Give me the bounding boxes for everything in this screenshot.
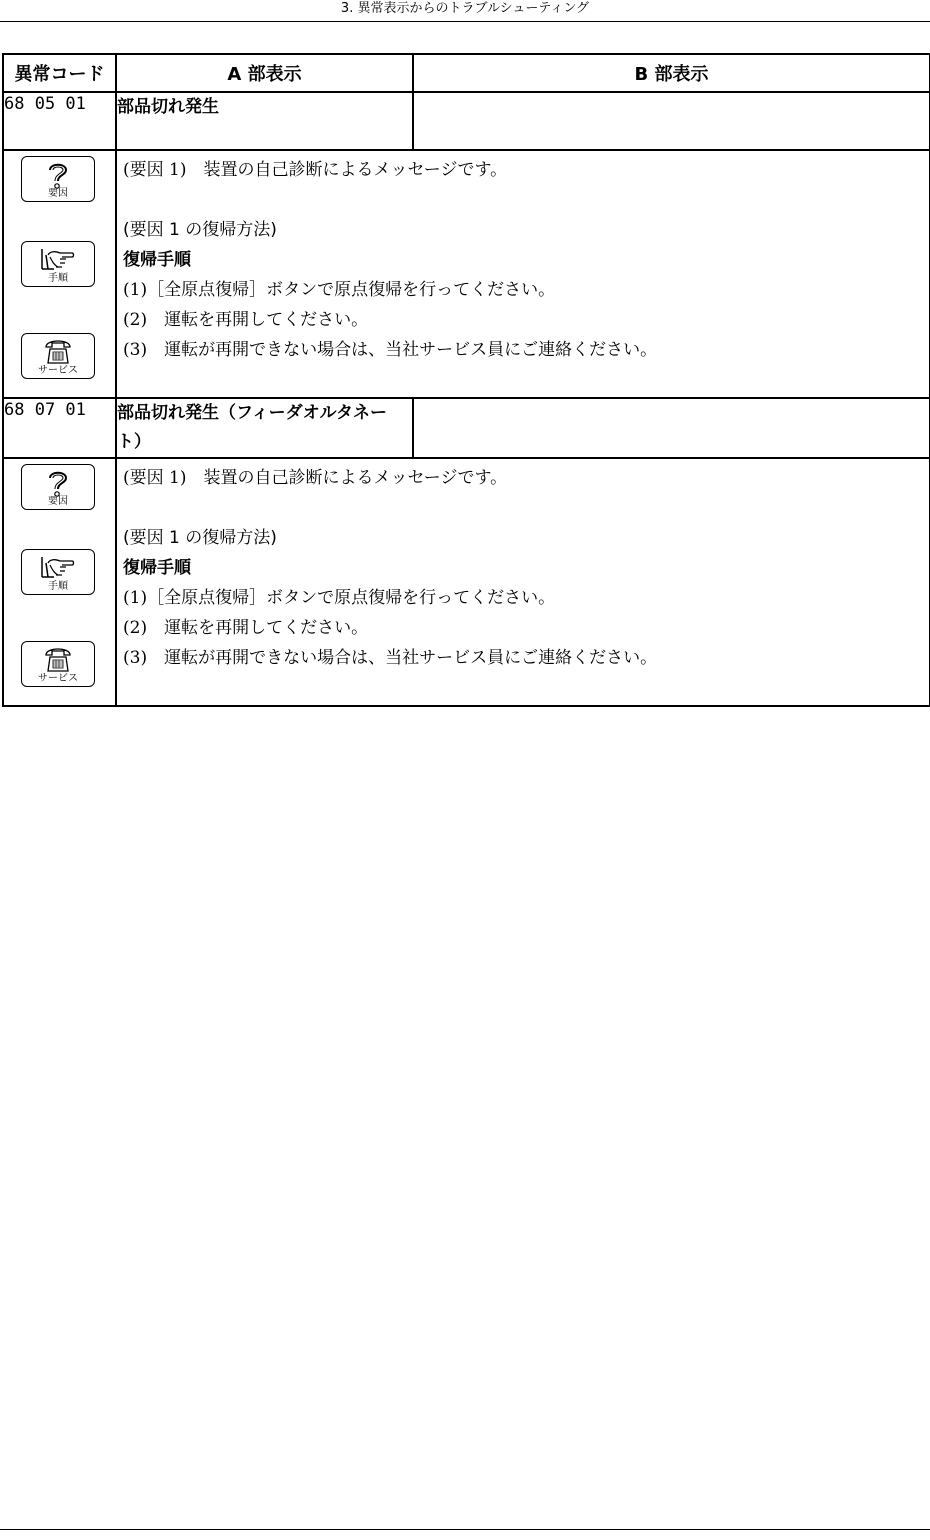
step-3: (3) 運転が再開できない場合は、当社サービス員にご連絡ください。 bbox=[123, 340, 658, 360]
header-b-display: B 部表示 bbox=[413, 54, 930, 92]
service-phone-icon bbox=[21, 333, 95, 379]
procedure-icon bbox=[21, 241, 95, 287]
step-1: (1)［全原点復帰］ボタンで原点復帰を行ってください。 bbox=[123, 588, 556, 608]
error-code-table bbox=[2, 53, 930, 707]
b-display-text bbox=[413, 398, 930, 458]
service-icon-label: サービス bbox=[38, 365, 78, 376]
header-error-code: 異常コード bbox=[3, 54, 116, 92]
recovery-title: (要因 1 の復帰方法) bbox=[123, 528, 277, 548]
cause-icon-label: 要因 bbox=[48, 188, 68, 199]
procedure-title: 復帰手順 bbox=[123, 250, 191, 270]
header-a-display: A 部表示 bbox=[116, 54, 413, 92]
error-code: 68 07 01 bbox=[3, 398, 116, 458]
a-display-text: 部品切れ発生（フィーダオルタネート） bbox=[116, 398, 413, 458]
cause-icon-label: 要因 bbox=[48, 496, 68, 507]
step-3: (3) 運転が再開できない場合は、当社サービス員にご連絡ください。 bbox=[123, 648, 658, 668]
step-2: (2) 運転を再開してください。 bbox=[123, 618, 369, 638]
b-display-text bbox=[413, 92, 930, 150]
table-row-detail bbox=[3, 150, 930, 398]
footer-rule bbox=[0, 1529, 930, 1530]
cause-icon bbox=[21, 464, 95, 510]
cause-text: (要因 1) 装置の自己診断によるメッセージです。 bbox=[123, 468, 508, 488]
step-1: (1)［全原点復帰］ボタンで原点復帰を行ってください。 bbox=[123, 280, 556, 300]
recovery-title: (要因 1 の復帰方法) bbox=[123, 220, 277, 240]
procedure-title: 復帰手順 bbox=[123, 558, 191, 578]
step-2: (2) 運転を再開してください。 bbox=[123, 310, 369, 330]
table-header-row bbox=[3, 54, 930, 92]
error-code: 68 05 01 bbox=[3, 92, 116, 150]
detail-cell bbox=[116, 458, 930, 706]
page-header: 3. 異常表示からのトラブルシューティング bbox=[0, 0, 930, 22]
table-row bbox=[3, 92, 930, 150]
cause-text: (要因 1) 装置の自己診断によるメッセージです。 bbox=[123, 160, 508, 180]
service-icon-label: サービス bbox=[38, 673, 78, 684]
procedure-icon-label: 手順 bbox=[48, 581, 68, 592]
table-row bbox=[3, 398, 930, 458]
a-display-text: 部品切れ発生 bbox=[116, 92, 413, 150]
icon-column bbox=[3, 150, 116, 398]
procedure-icon bbox=[21, 549, 95, 595]
service-phone-icon bbox=[21, 641, 95, 687]
table-row-detail bbox=[3, 458, 930, 706]
detail-cell bbox=[116, 150, 930, 398]
cause-icon bbox=[21, 156, 95, 202]
procedure-icon-label: 手順 bbox=[48, 273, 68, 284]
icon-column bbox=[3, 458, 116, 706]
